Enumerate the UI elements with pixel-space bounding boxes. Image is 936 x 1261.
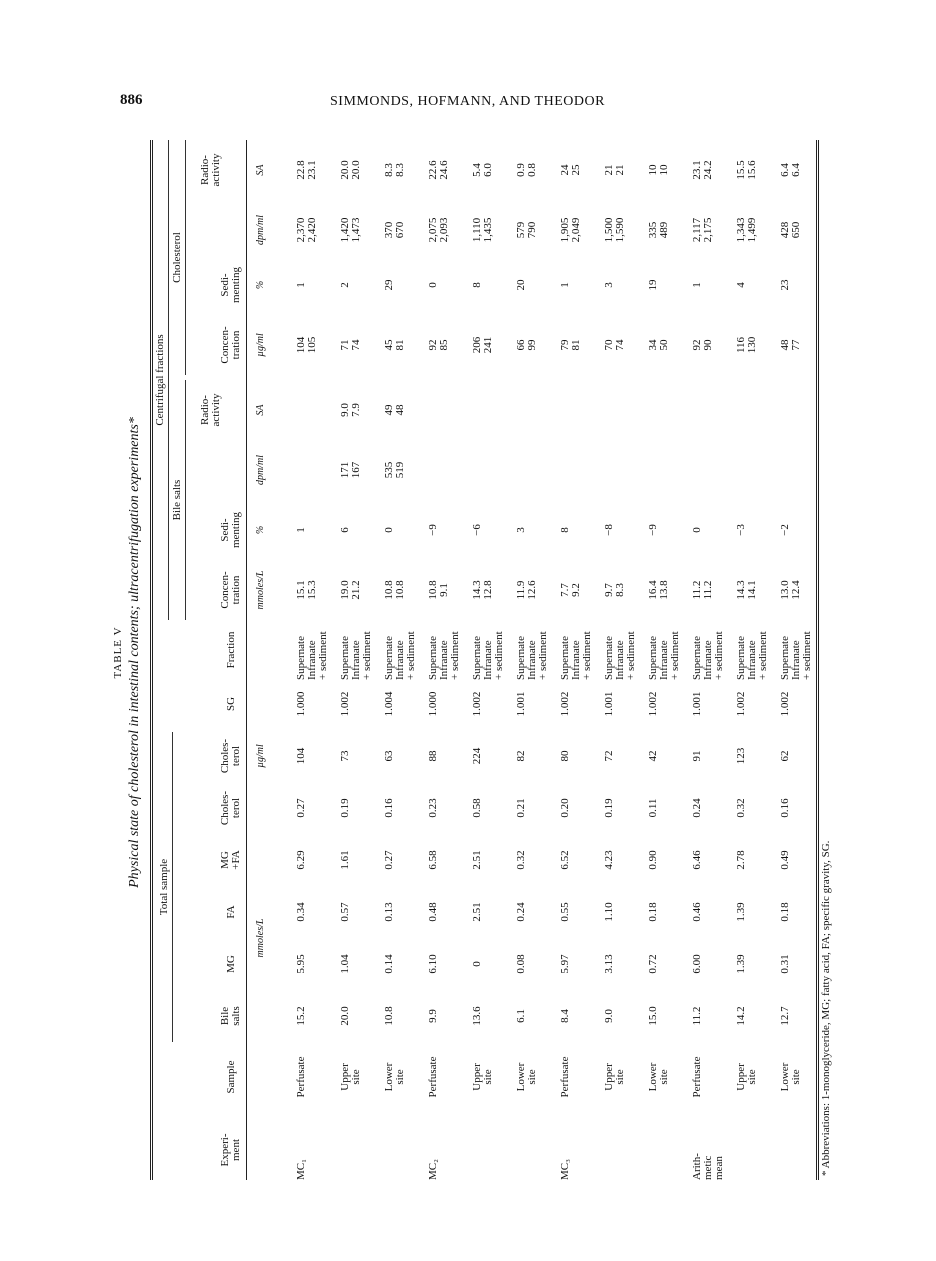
ch-sedimenting-cell: 3 [603,282,615,288]
fraction-cell: Supernate Infranate + sediment [383,631,417,680]
cholesterol-mm-cell: 0.16 [779,798,791,818]
cholesterol-ug-cell: 72 [603,750,615,762]
sample-cell: Upper site [339,1063,362,1091]
bs-concentration-cell: 14.3 14.1 [735,580,758,600]
fraction-cell: Supernate Infranate + sediment [691,631,725,680]
ch-sa-cell: 10 10 [647,164,670,176]
ch-concentration-cell: 206 241 [471,336,494,354]
cholesterol-mm-header: Choles- terol [219,790,242,826]
table-row [384,140,428,1180]
cholesterol-group-span [185,140,186,375]
bile-salts-cell: 15.0 [647,1006,659,1026]
table-row [516,140,560,1180]
bile-salts-cell: 6.1 [515,1009,527,1023]
bs-sedimenting-cell: 6 [339,527,351,533]
cholesterol-ug-cell: 104 [295,747,307,765]
ch-radioactivity-header: Radio- activity [199,153,222,187]
table-row [692,140,736,1180]
fraction-cell: Supernate Infranate + sediment [427,631,461,680]
fraction-cell: Supernate Infranate + sediment [515,631,549,680]
cholesterol-ug-cell: 62 [779,750,791,762]
table-sheet [112,125,832,1180]
bile-salts-cell: 14.2 [735,1006,747,1026]
sample-cell: Perfusate [295,1056,307,1098]
ch-concentration-cell: 92 90 [691,339,714,351]
ch-sedimenting-cell: 1 [691,282,703,288]
cholesterol-ug-cell: 224 [471,747,483,765]
mg-fa-cell: 2.51 [471,850,483,870]
ch-dpm-cell: 1,420 1,473 [339,217,362,243]
cholesterol-ug-cell: 80 [559,750,571,762]
table-row [472,140,516,1180]
fraction-cell: Supernate Infranate + sediment [603,631,637,680]
fa-cell: 0.57 [339,902,351,922]
table-row [560,140,604,1180]
bs-sa-cell: 9.0 7.9 [339,403,362,417]
sample-cell: Upper site [735,1063,758,1091]
bs-conc-unit: mmoles/L [255,570,266,610]
ch-sa-unit: SA [255,164,266,176]
bs-concentration-cell: 16.4 13.8 [647,580,670,600]
cholesterol-ug-cell: 42 [647,750,659,762]
bs-concentration-cell: 11.9 12.6 [515,580,538,600]
ch-concentration-cell: 70 74 [603,339,626,351]
bottom-rule [816,140,819,1180]
sample-cell: Lower site [515,1062,538,1092]
cholesterol-mm-cell: 0.16 [383,798,395,818]
bs-dpm-unit: dpm/ml [255,455,266,485]
cholesterol-ug-cell: 91 [691,750,703,762]
fa-cell: 0.24 [515,902,527,922]
sg-cell: 1.001 [603,691,615,717]
ch-concentration-cell: 48 77 [779,339,802,351]
ch-sedimenting-header: Sedi- menting [219,266,242,304]
fa-cell: 0.18 [647,902,659,922]
ch-sedimenting-cell: 23 [779,279,791,291]
centrifugal-fractions-header: Centrifugal fractions [154,334,166,426]
bile-salts-cell: 9.0 [603,1009,615,1023]
cholesterol-mm-cell: 0.23 [427,798,439,818]
bs-concentration-cell: 10.8 9.1 [427,580,450,600]
mg-fa-cell: 6.52 [559,850,571,870]
bs-sedimenting-cell: −9 [427,524,439,536]
table-row [736,140,780,1180]
cholesterol-ug-cell: 123 [735,747,747,765]
bs-sedimenting-cell: 3 [515,527,527,533]
ch-sedimenting-cell: 1 [559,282,571,288]
ch-concentration-cell: 79 81 [559,339,582,351]
ch-dpm-cell: 1,500 1,590 [603,217,626,243]
bs-concentration-cell: 19.0 21.2 [339,580,362,600]
ch-dpm-cell: 2,075 2,093 [427,217,450,243]
bs-concentration-cell: 15.1 15.3 [295,580,318,600]
fraction-cell: Supernate Infranate + sediment [647,631,681,680]
ch-sedimenting-cell: 20 [515,279,527,291]
bs-sedimenting-cell: 1 [295,527,307,533]
running-head: SIMMONDS, HOFMANN, AND THEODOR [330,94,605,109]
ch-sedimenting-cell: 1 [295,282,307,288]
sg-cell: 1.002 [471,691,483,717]
bs-sedimenting-cell: −9 [647,524,659,536]
ch-dpm-cell: 579 790 [515,221,538,239]
cholesterol-mm-cell: 0.21 [515,798,527,818]
fa-cell: 0.46 [691,902,703,922]
ch-concentration-cell: 66 99 [515,339,538,351]
ch-dpm-cell: 1,110 1,435 [471,217,494,243]
fraction-cell: Supernate Infranate + sediment [735,631,769,680]
ch-sa-cell: 8.3 8.3 [383,163,406,177]
mg-fa-cell: 4.23 [603,850,615,870]
mg-cell: 3.13 [603,954,615,974]
bs-concentration-cell: 14.3 12.8 [471,580,494,600]
cholesterol-ug-cell: 88 [427,750,439,762]
mg-cell: 0 [471,961,483,967]
page-number: 886 [120,92,143,108]
fa-cell: 0.55 [559,902,571,922]
sample-cell: Upper site [471,1063,494,1091]
bile-salts-cell: 11.2 [691,1006,703,1026]
fraction-cell: Supernate Infranate + sediment [559,631,593,680]
ch-concentration-cell: 116 130 [735,336,758,354]
sample-cell: Perfusate [427,1056,439,1098]
bs-sedimenting-cell: 0 [691,527,703,533]
cholesterol-ug-cell: 63 [383,750,395,762]
cholesterol-mm-cell: 0.19 [339,798,351,818]
mg-cell: 1.04 [339,954,351,974]
sample-cell: Upper site [603,1063,626,1091]
experiment-cell: MC₁ [295,1159,307,1180]
bile-salts-cell: 10.8 [383,1006,395,1026]
fa-cell: 0.18 [779,902,791,922]
ch-dpm-cell: 335 489 [647,221,670,239]
ch-sa-cell: 5.4 6.0 [471,163,494,177]
ch-conc-unit: µg/ml [255,333,266,357]
bs-dpm-cell: 535 519 [383,461,406,479]
mmoles-unit: mmoles/L [255,918,266,958]
cholesterol-mm-cell: 0.24 [691,798,703,818]
mg-cell: 5.95 [295,954,307,974]
mg-cell: 0.14 [383,954,395,974]
ch-sedimenting-cell: 29 [383,279,395,291]
sg-header: SG [225,696,237,712]
bs-sedimenting-cell: 0 [383,527,395,533]
mg-cell: 1.39 [735,954,747,974]
table-row [340,140,384,1180]
mg-fa-cell: 6.58 [427,850,439,870]
table-label: TABLE V [112,626,124,679]
mg-fa-cell: 0.90 [647,850,659,870]
ugml-unit: µg/ml [255,744,266,768]
ch-sa-cell: 22.6 24.6 [427,160,450,180]
fa-cell: 1.10 [603,902,615,922]
fa-cell: 0.48 [427,902,439,922]
bile-salts-group-span [185,380,186,620]
ch-sa-cell: 24 25 [559,164,582,176]
fa-cell: 1.39 [735,902,747,922]
cholesterol-ug-cell: 82 [515,750,527,762]
ch-pct-unit: % [255,280,266,290]
bile-salts-cell: 9.9 [427,1009,439,1023]
ch-sedimenting-cell: 19 [647,279,659,291]
total-sample-header: Total sample [158,858,170,916]
mg-fa-cell: 0.32 [515,850,527,870]
bs-concentration-cell: 7.7 9.2 [559,583,582,597]
ch-concentration-cell: 34 50 [647,339,670,351]
ch-dpm-cell: 2,117 2,175 [691,217,714,243]
mg-fa-cell: 2.78 [735,850,747,870]
bile-salts-group-header: Bile salts [171,479,183,521]
sample-cell: Lower site [779,1062,802,1092]
fa-cell: 2.51 [471,902,483,922]
ch-sedimenting-cell: 0 [427,282,439,288]
sg-cell: 1.002 [559,691,571,717]
mg-fa-cell: 6.46 [691,850,703,870]
bs-concentration-header: Concen- tration [219,571,242,609]
bs-sedimenting-cell: −2 [779,524,791,536]
fraction-cell: Supernate Infranate + sediment [471,631,505,680]
bs-sedimenting-cell: −3 [735,524,747,536]
sg-cell: 1.004 [383,691,395,717]
bs-concentration-cell: 10.8 10.8 [383,580,406,600]
table-row [604,140,648,1180]
cholesterol-ug-cell: 73 [339,750,351,762]
sample-cell: Lower site [383,1062,406,1092]
mg-fa-cell: 0.49 [779,850,791,870]
ch-sa-cell: 21 21 [603,164,626,176]
experiment-cell: MC₃ [559,1159,571,1180]
mg-cell: 0.31 [779,954,791,974]
experiment-cell: Arith- metic mean [691,1153,725,1180]
sample-header: Sample [225,1060,237,1094]
ch-concentration-cell: 71 74 [339,339,362,351]
cholesterol-mm-cell: 0.11 [647,798,659,818]
sample-cell: Perfusate [691,1056,703,1098]
table-row [428,140,472,1180]
bs-sedimenting-cell: 8 [559,527,571,533]
fa-cell: 0.13 [383,902,395,922]
cholesterol-mm-cell: 0.20 [559,798,571,818]
fraction-cell: Supernate Infranate + sediment [779,631,813,680]
ch-sedimenting-cell: 8 [471,282,483,288]
bs-radioactivity-header: Radio- activity [199,393,222,427]
bs-sedimenting-cell: −8 [603,524,615,536]
ch-sa-cell: 15.5 15.6 [735,160,758,180]
table-body [296,140,824,1180]
ch-sedimenting-cell: 2 [339,282,351,288]
sample-cell: Perfusate [559,1056,571,1098]
bs-concentration-cell: 13.0 12.4 [779,580,802,600]
mg-header: MG [225,955,237,973]
mg-cell: 6.00 [691,954,703,974]
cholesterol-mm-cell: 0.19 [603,798,615,818]
cholesterol-mm-cell: 0.32 [735,798,747,818]
centrifugal-span [168,140,169,620]
fraction-cell: Supernate Infranate + sediment [339,631,373,680]
bile-salts-cell: 13.6 [471,1006,483,1026]
sg-cell: 1.001 [691,691,703,717]
fa-header: FA [225,905,237,919]
cholesterol-group-header: Cholesterol [171,232,183,283]
bs-concentration-cell: 11.2 11.2 [691,580,714,600]
ch-dpm-cell: 370 670 [383,221,406,239]
bs-dpm-cell: 171 167 [339,461,362,479]
bile-salts-cell: 15.2 [295,1006,307,1026]
mg-fa-header: MG +FA [219,850,242,870]
experiment-cell: MC₂ [427,1159,439,1180]
table-row [296,140,340,1180]
fa-cell: 0.34 [295,902,307,922]
mg-cell: 6.10 [427,954,439,974]
bs-sedimenting-cell: −6 [471,524,483,536]
sg-cell: 1.000 [427,691,439,717]
sg-cell: 1.002 [735,691,747,717]
bs-sa-unit: SA [255,404,266,416]
ch-sedimenting-cell: 4 [735,282,747,288]
fraction-header: Fraction [225,631,237,669]
sg-cell: 1.002 [339,691,351,717]
cholesterol-mm-cell: 0.58 [471,798,483,818]
total-sample-span [172,732,173,1042]
mg-cell: 5.97 [559,954,571,974]
top-rule [150,140,153,1180]
ch-dpm-cell: 1,343 1,499 [735,217,758,243]
sg-cell: 1.002 [647,691,659,717]
footnote: * Abbreviations: 1-monoglyceride, MG; fatty acid, FA; specific gravity, SG. [820,840,832,1176]
bs-sedimenting-header: Sedi- menting [219,511,242,549]
mg-cell: 0.72 [647,954,659,974]
bs-pct-unit: % [255,525,266,535]
table-caption: Physical state of cholesterol in intestinal contents; ultracentrifugation experiments* [127,417,142,888]
sg-cell: 1.000 [295,691,307,717]
mg-fa-cell: 6.29 [295,850,307,870]
ch-dpm-cell: 2,370 2,420 [295,217,318,243]
bs-concentration-cell: 9.7 8.3 [603,583,626,597]
sg-cell: 1.002 [779,691,791,717]
ch-concentration-cell: 92 85 [427,339,450,351]
ch-sa-cell: 6.4 6.4 [779,163,802,177]
experiment-header: Experi- ment [219,1133,242,1167]
cholesterol-ug-header: Choles- terol [219,738,242,774]
bs-sa-cell: 49 48 [383,404,406,416]
ch-dpm-cell: 428 650 [779,221,802,239]
header-rule [246,140,247,1180]
ch-sa-cell: 23.1 24.2 [691,160,714,180]
sg-cell: 1.001 [515,691,527,717]
bile-salts-cell: 8.4 [559,1009,571,1023]
ch-concentration-cell: 104 105 [295,336,318,354]
sample-cell: Lower site [647,1062,670,1092]
cholesterol-mm-cell: 0.27 [295,798,307,818]
bile-salts-header: Bile salts [219,1006,242,1026]
mg-fa-cell: 0.27 [383,850,395,870]
mg-cell: 0.08 [515,954,527,974]
ch-concentration-header: Concen- tration [219,326,242,364]
ch-sa-cell: 20.0 20.0 [339,160,362,180]
bile-salts-cell: 20.0 [339,1006,351,1026]
ch-dpm-cell: 1,905 2,049 [559,217,582,243]
ch-dpm-unit: dpm/ml [255,215,266,245]
bile-salts-cell: 12.7 [779,1006,791,1026]
table-row [648,140,692,1180]
ch-sa-cell: 22.8 23.1 [295,160,318,180]
mg-fa-cell: 1.61 [339,850,351,870]
ch-concentration-cell: 45 81 [383,339,406,351]
ch-sa-cell: 0.9 0.8 [515,163,538,177]
fraction-cell: Supernate Infranate + sediment [295,631,329,680]
